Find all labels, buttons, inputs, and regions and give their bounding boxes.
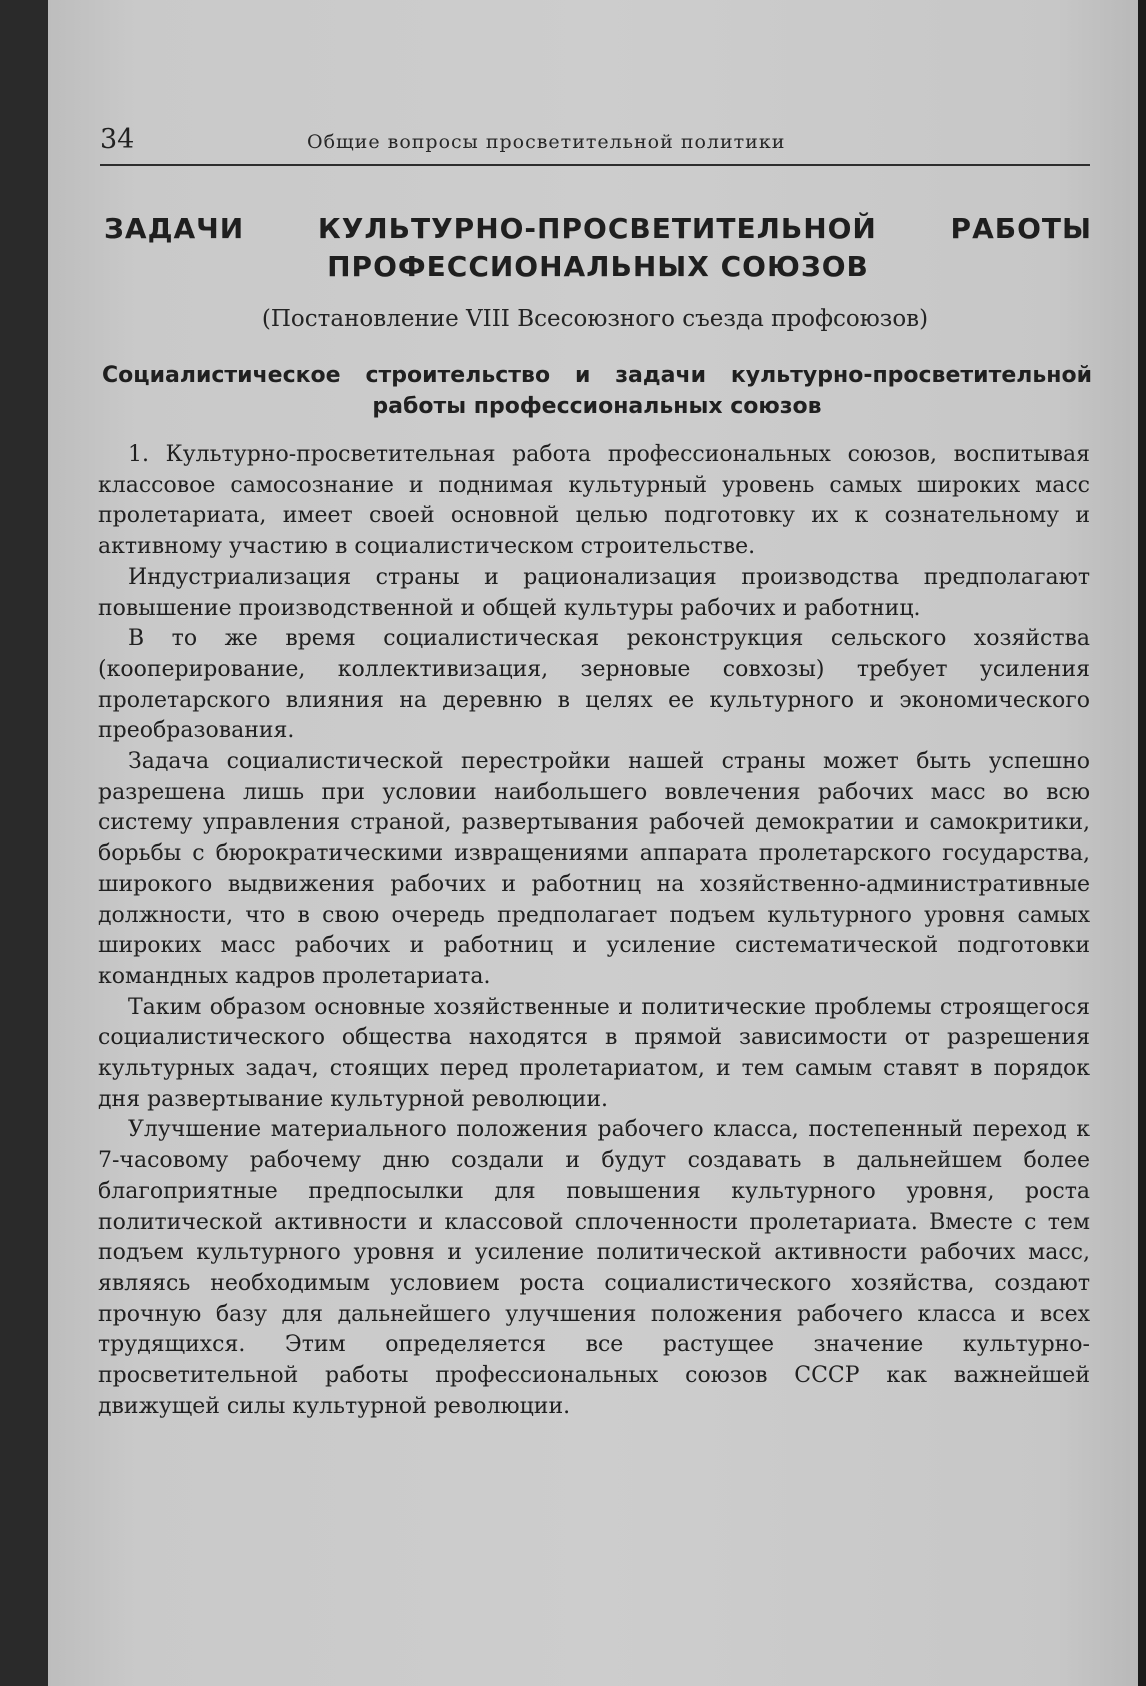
paragraph: 1. Культурно-просветительная работа профессиональных союзов, воспитывая классовое самосознание и поднимая культурный уровень самых широких масс пролетариата, имеет своей основной целью подготовку их к сознательному и активному участию в социалистическом строительстве. bbox=[98, 442, 1090, 560]
paragraph: Улучшение материального положения рабочего класса, постепенный переход к 7-часовому рабочему дню создали и будут создавать в дальнейшем более благоприятные предпосылки для повышения культурного уровня, роста политической активности и классовой сплоченности пролетариата. Вместе с тем подъем культурного уровня и усиление политической активности рабочих масс, являясь необходимым условием роста социалистического хозяйства, создают прочную базу для дальнейшего улучшения положения рабочего класса и всех трудящихся. Этим определяется все растущее значение культурно-просветительной работы профессиональных союзов СССР как важнейшей движущей силы культурной революции. bbox=[98, 1117, 1090, 1419]
paragraph: Индустриализация страны и рационализация производства предполагают повышение производственной и общей культуры рабочих и работниц. bbox=[98, 564, 1090, 621]
paragraph: Задача социалистической перестройки нашей страны может быть успешно разрешена лишь при условии наибольшего вовлечения рабочих масс во всю систему управления страной, развертывания рабочей демократии и самокритики, борьбы с бюрократическими извращениями аппарата пролетарского государства, широкого выдвижения рабочих и работниц на хозяйственно-административные должности, что в свою очередь предполагает подъем культурного уровня самых широких масс рабочих и работниц и усиление систематической подготовки командных кадров пролетариата. bbox=[98, 749, 1090, 989]
page-edge-shadow bbox=[1138, 0, 1146, 1686]
paragraph: В то же время социалистическая реконструкция сельского хозяйства (кооперирование, коллективизация, зерновые совхозы) требует усиления пролетарского влияния на деревню в целях ее культурного и экономического преобразования. bbox=[98, 626, 1090, 744]
page-header bbox=[100, 124, 1090, 166]
article-body bbox=[98, 440, 1090, 1423]
section-heading: Социалистическое строительство и задачи культурно-просветительной работы профессиональных союзов bbox=[102, 363, 1092, 419]
paragraph: Таким образом основные хозяйственные и политические проблемы строящегося социалистического общества находятся в прямой зависимости от разрешения культурных задач, стоящих перед пролетариатом, и тем самым ставят в порядок дня развертывание культурной революции. bbox=[98, 994, 1090, 1112]
page-number: 34 bbox=[100, 124, 135, 155]
running-head: Общие вопросы просветительной политики bbox=[307, 131, 786, 153]
article-title: ЗАДАЧИ КУЛЬТУРНО-ПРОСВЕТИТЕЛЬНОЙ РАБОТЫ ПРОФЕССИОНАЛЬНЫХ СОЮЗОВ bbox=[104, 212, 1092, 283]
article-subtitle: (Постановление VIII Всесоюзного съезда профсоюзов) bbox=[261, 306, 929, 332]
